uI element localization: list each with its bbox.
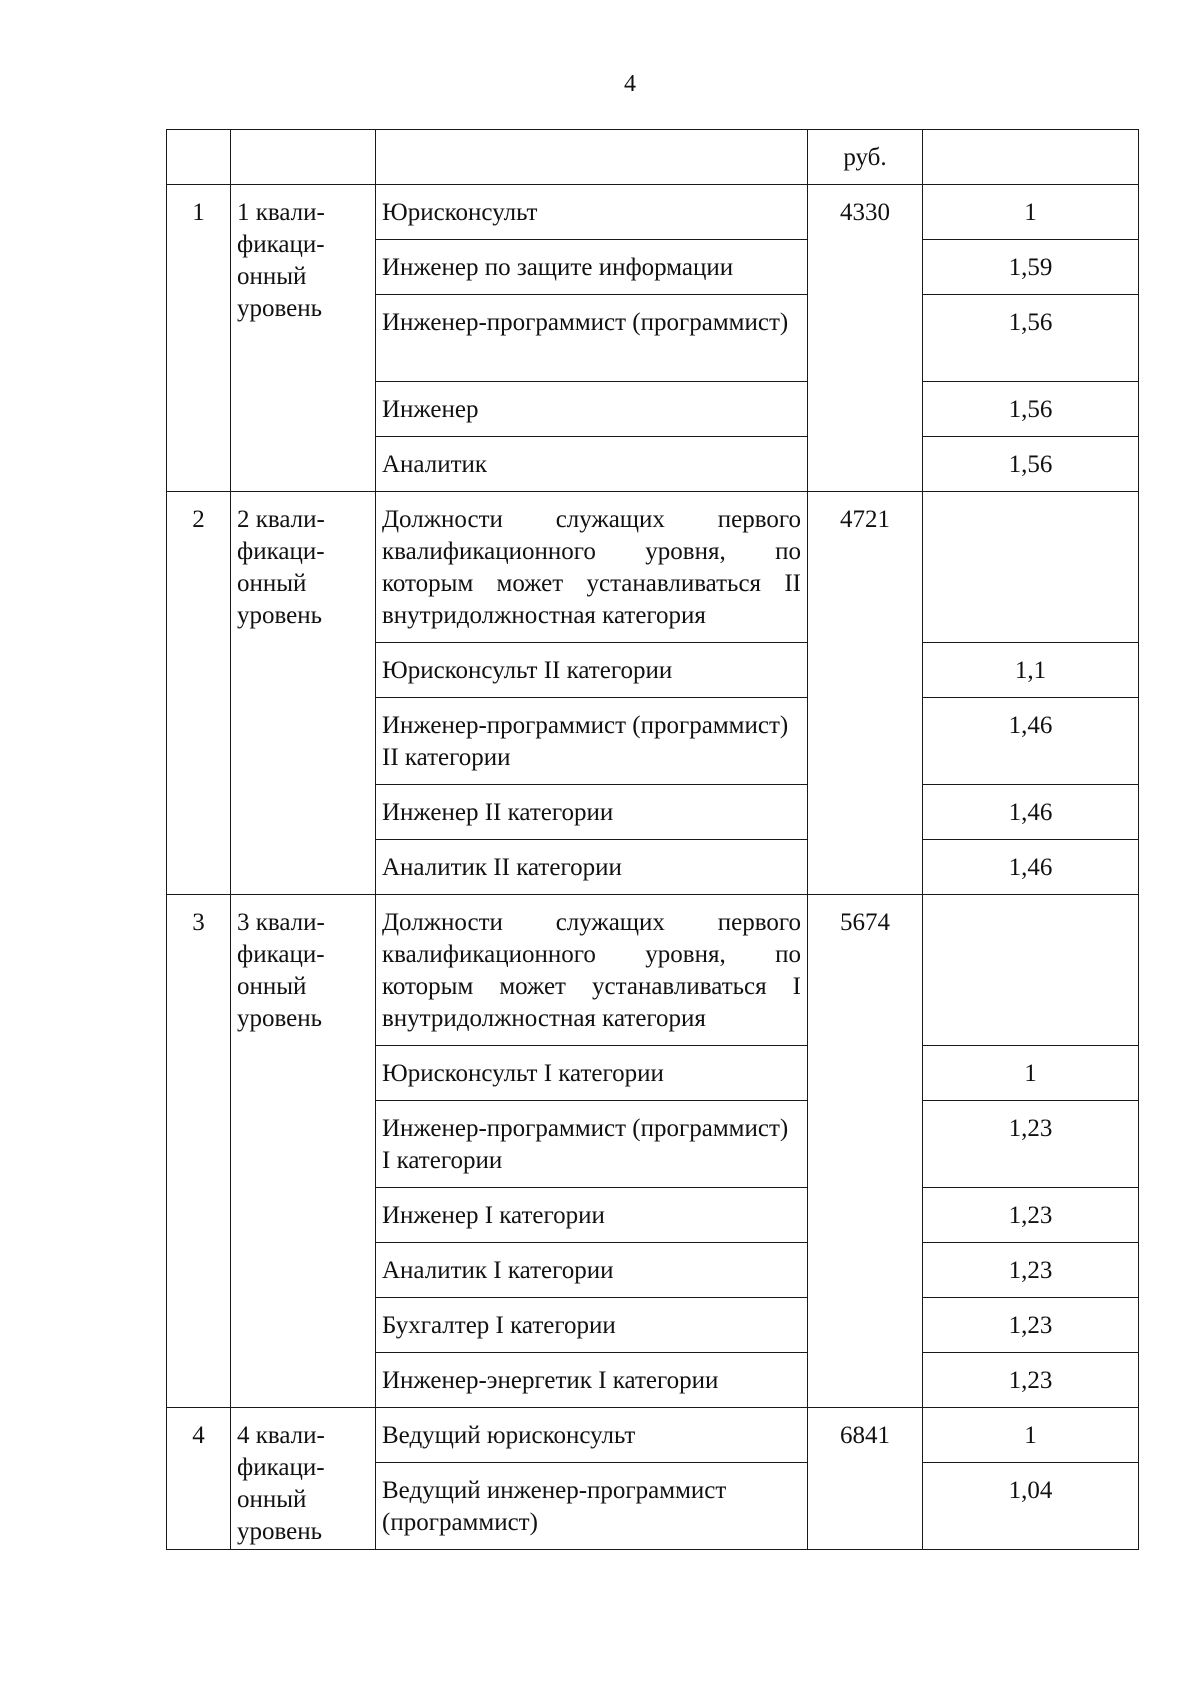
coefficient: 1,23 [923, 1353, 1139, 1408]
coefficient: 1,56 [923, 295, 1139, 382]
coefficient: 1,04 [923, 1463, 1139, 1550]
group-number: 2 [167, 492, 231, 895]
position-name: Юрисконсульт II категории [376, 643, 808, 698]
table-row [167, 492, 1139, 643]
position-name: Инженер [376, 382, 808, 437]
position-name: Инженер II категории [376, 785, 808, 840]
coefficient: 1,23 [923, 1243, 1139, 1298]
position-name: Инженер-программист (программист) II категории [376, 698, 808, 785]
group-number: 1 [167, 185, 231, 492]
coefficient: 1,46 [923, 840, 1139, 895]
position-name: Ведущий юрисконсульт [376, 1408, 808, 1463]
coefficient: 1 [923, 1408, 1139, 1463]
coefficient: 1,23 [923, 1101, 1139, 1188]
position-name: Инженер по защите информации [376, 240, 808, 295]
qualification-level-text: 4 квали- фикаци- онный уровень [237, 1422, 325, 1545]
qualification-level [231, 1408, 376, 1550]
coefficient [923, 492, 1139, 643]
coefficient: 1,46 [923, 698, 1139, 785]
coefficient: 1,1 [923, 643, 1139, 698]
qualification-level-text: 2 квали- фикаци- онный уровень [237, 506, 325, 629]
position-name: Аналитик I категории [376, 1243, 808, 1298]
group-number: 4 [167, 1408, 231, 1550]
position-name: Инженер-программист (программист) I категории [376, 1101, 808, 1188]
position-name: Ведущий инженер-программист (программист) [376, 1463, 808, 1550]
base-salary: 4721 [808, 492, 923, 895]
base-salary: 6841 [808, 1408, 923, 1550]
coefficient: 1 [923, 185, 1139, 240]
coefficient: 1,59 [923, 240, 1139, 295]
coefficient: 1,46 [923, 785, 1139, 840]
position-name: Должности служащих первого квалификационного уровня, по которым может устанавливаться I внутридолжностная категория [376, 895, 808, 1046]
position-name: Аналитик II категории [376, 840, 808, 895]
coefficient [923, 895, 1139, 1046]
position-name: Юрисконсульт [376, 185, 808, 240]
table-header-row [167, 130, 1139, 185]
qualification-level-text: 3 квали- фикаци- онный уровень [237, 909, 325, 1032]
position-name: Инженер-программист (программист) [376, 295, 808, 382]
base-salary: 4330 [808, 185, 923, 492]
coefficient: 1,56 [923, 382, 1139, 437]
header-cell-level [231, 130, 376, 185]
position-name: Юрисконсульт I категории [376, 1046, 808, 1101]
position-name: Должности служащих первого квалификационного уровня, по которым может устанавливаться II внутридолжностная категория [376, 492, 808, 643]
position-name: Бухгалтер I категории [376, 1298, 808, 1353]
coefficient: 1 [923, 1046, 1139, 1101]
position-name: Аналитик [376, 437, 808, 492]
header-cell-coefficient [923, 130, 1139, 185]
position-name: Инженер I категории [376, 1188, 808, 1243]
qualification-level [231, 185, 376, 492]
table-row [167, 895, 1139, 1046]
coefficient: 1,56 [923, 437, 1139, 492]
coefficient: 1,23 [923, 1298, 1139, 1353]
header-cell-number [167, 130, 231, 185]
table-row [167, 185, 1139, 240]
table-row [167, 1408, 1139, 1463]
base-salary: 5674 [808, 895, 923, 1408]
group-number: 3 [167, 895, 231, 1408]
qualification-level-text: 1 квали- фикаци- онный уровень [237, 199, 325, 322]
qualification-level [231, 895, 376, 1408]
header-cell-salary-unit: руб. [808, 130, 923, 185]
header-cell-position [376, 130, 808, 185]
page-number: 4 [624, 71, 636, 97]
coefficient: 1,23 [923, 1188, 1139, 1243]
position-name: Инженер-энергетик I категории [376, 1353, 808, 1408]
qualification-level [231, 492, 376, 895]
salary-table [166, 129, 1139, 1550]
